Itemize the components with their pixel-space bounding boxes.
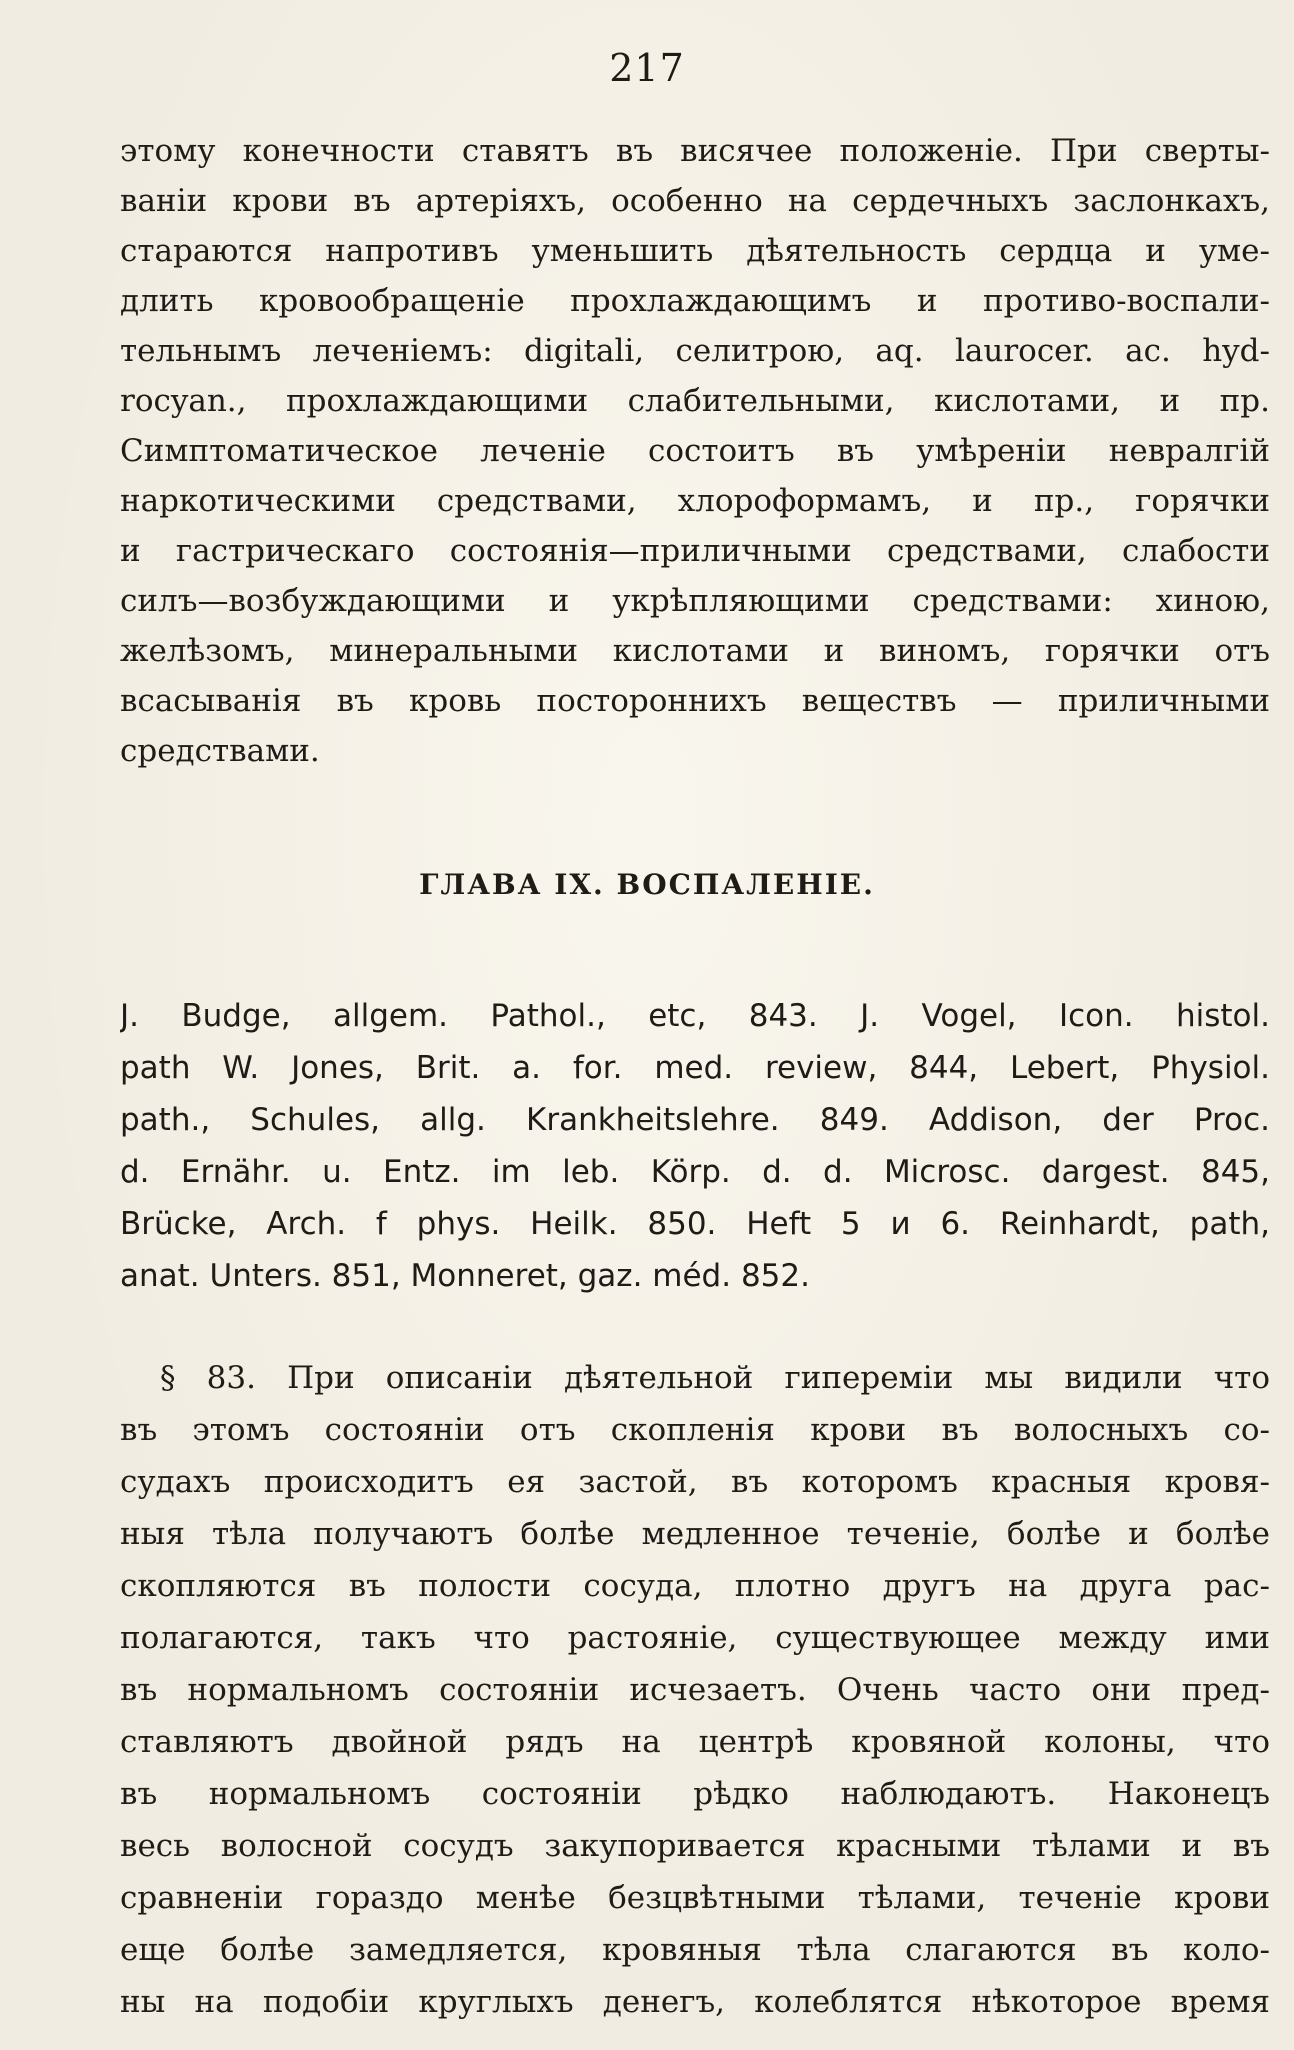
bibliography-line: anat. Unters. 851, Monneret, gaz. méd. 852. bbox=[120, 1258, 810, 1294]
text-line: въ нормальномъ состояніи рѣдко наблюдаютъ. Наконецъ bbox=[120, 1776, 1270, 1812]
text-line: этому конечности ставятъ въ висячее положеніе. При сверты- bbox=[120, 133, 1270, 169]
text-line: § 83. При описаніи дѣятельной гипереміи мы видили что bbox=[160, 1360, 1270, 1396]
page-number: 217 bbox=[609, 46, 685, 90]
bibliography-line: path., Schules, allg. Krankheitslehre. 849. Addison, der Proc. bbox=[120, 1102, 1270, 1138]
bibliography-line: d. Ernähr. u. Entz. im leb. Körp. d. d. Microsc. dargest. 845, bbox=[120, 1154, 1270, 1190]
text-line: полагаются, такъ что растояніе, существующее между ими bbox=[120, 1620, 1270, 1656]
paragraph-section-83 bbox=[120, 1352, 1270, 2028]
text-line: стараются напротивъ уменьшить дѣятельность сердца и уме- bbox=[120, 233, 1270, 269]
text-line: ставляютъ двойной рядъ на центрѣ кровяной колоны, что bbox=[120, 1724, 1270, 1760]
text-line: ваніи крови въ артеріяхъ, особенно на сердечныхъ заслонкахъ, bbox=[120, 183, 1270, 219]
text-line: въ нормальномъ состояніи исчезаетъ. Очень часто они пред- bbox=[120, 1672, 1270, 1708]
text-line: наркотическими средствами, хлороформамъ, и пр., горячки bbox=[120, 483, 1270, 519]
bibliography-line: path W. Jones, Brit. a. for. med. review, 844, Lebert, Physiol. bbox=[120, 1050, 1270, 1086]
text-line: сравненіи гораздо менѣе безцвѣтными тѣлами, теченіе крови bbox=[120, 1880, 1270, 1916]
bibliography-line: J. Budge, allgem. Pathol., etc, 843. J. Vogel, Icon. histol. bbox=[120, 998, 1270, 1034]
text-line: всасыванія въ кровь постороннихъ веществъ — приличными bbox=[120, 683, 1270, 719]
text-line: rocyan., прохлаждающими слабительными, кислотами, и пр. bbox=[120, 383, 1270, 419]
text-line: средствами. bbox=[120, 733, 320, 769]
chapter-heading: ГЛАВА IX. ВОСПАЛЕНІЕ. bbox=[419, 868, 875, 901]
text-line: желѣзомъ, минеральными кислотами и виномъ, горячки отъ bbox=[120, 633, 1270, 669]
bibliography-line: Brücke, Arch. f phys. Heilk. 850. Heft 5 и 6. Reinhardt, path, bbox=[120, 1206, 1270, 1242]
bibliography bbox=[120, 990, 1270, 1302]
paragraph-treatment bbox=[120, 126, 1270, 776]
text-line: ны на подобіи круглыхъ денегъ, колеблятся нѣкоторое время bbox=[120, 1984, 1270, 2020]
text-line: тельнымъ леченіемъ: digitali, селитрою, aq. laurocer. ac. hyd- bbox=[120, 333, 1270, 369]
text-line: въ этомъ состояніи отъ скопленія крови въ волосныхъ со- bbox=[120, 1412, 1270, 1448]
text-line: весь волосной сосудъ закупоривается красными тѣлами и въ bbox=[120, 1828, 1270, 1864]
text-line: скопляются въ полости сосуда, плотно другъ на друга рас- bbox=[120, 1568, 1270, 1604]
text-line: силъ—возбуждающими и укрѣпляющими средствами: хиною, bbox=[120, 583, 1270, 619]
text-line: ныя тѣла получаютъ болѣе медленное теченіе, болѣе и болѣе bbox=[120, 1516, 1270, 1552]
text-line: судахъ происходитъ ея застой, въ которомъ красныя кровя- bbox=[120, 1464, 1270, 1500]
text-line: еще болѣе замедляется, кровяныя тѣла слагаются въ коло- bbox=[120, 1932, 1270, 1968]
text-line: Симптоматическое леченіе состоитъ въ умѣреніи невралгій bbox=[120, 433, 1270, 469]
text-line: и гастрическаго состоянія—приличными средствами, слабости bbox=[120, 533, 1270, 569]
text-line: длить кровообращеніе прохлаждающимъ и противо-воспали- bbox=[120, 283, 1270, 319]
